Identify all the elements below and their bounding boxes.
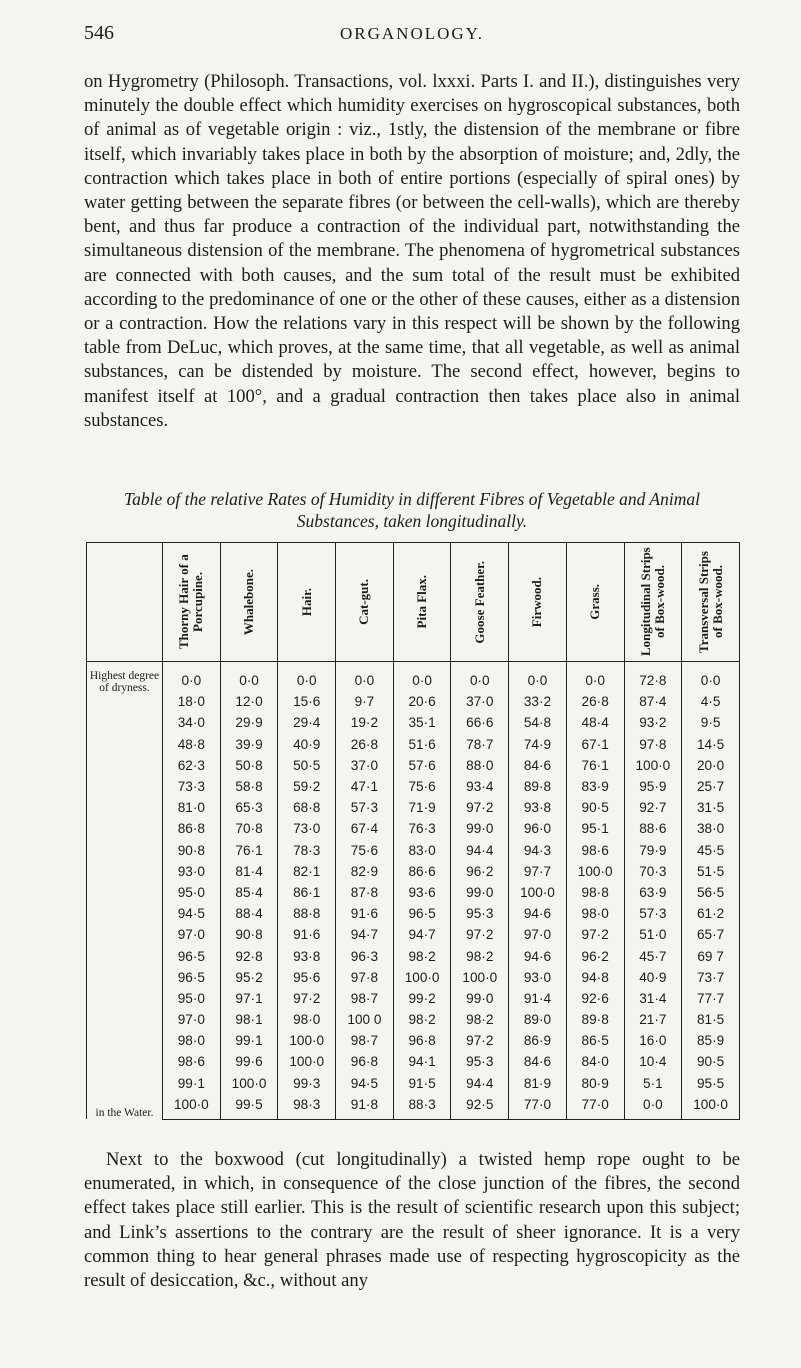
table-cell: 37·0: [336, 755, 394, 776]
table-cell: 88·4: [220, 903, 278, 924]
table-cell: 47·1: [336, 776, 394, 797]
table-cell: 81·4: [220, 861, 278, 882]
table-cell: 100·0: [278, 1051, 336, 1072]
table-cell: 98·0: [163, 1030, 221, 1051]
table-cell: 90·5: [566, 797, 624, 818]
table-cell: 98·2: [393, 945, 451, 966]
table-cell: 100·0: [624, 755, 682, 776]
table-cell: 94·4: [451, 840, 509, 861]
table-cell: 100·0: [682, 1094, 740, 1120]
table-cell: 0·0: [220, 662, 278, 692]
table-cell: 0·0: [163, 662, 221, 692]
table-cell: 73·7: [682, 967, 740, 988]
table-cell: 100·0: [278, 1030, 336, 1051]
table-cell: 94·6: [509, 903, 567, 924]
table-cell: 97·8: [624, 734, 682, 755]
table-cell: 94·3: [509, 840, 567, 861]
table-cell: 93·4: [451, 776, 509, 797]
column-header: [451, 543, 509, 662]
table-cell: 20·6: [393, 691, 451, 712]
table-cell: 88·0: [451, 755, 509, 776]
table-cell: 97·2: [451, 797, 509, 818]
table-cell: 51·6: [393, 734, 451, 755]
table-cell: 40·9: [624, 967, 682, 988]
column-header: [566, 543, 624, 662]
table-row: [87, 776, 740, 797]
table-cell: 97·7: [509, 861, 567, 882]
table-cell: 10·4: [624, 1051, 682, 1072]
table-cell: 89·8: [509, 776, 567, 797]
table-cell: 58·8: [220, 776, 278, 797]
row-label: [87, 1009, 163, 1030]
table-cell: 98·0: [566, 903, 624, 924]
table-cell: 68·8: [278, 797, 336, 818]
table-cell: 73·0: [278, 818, 336, 839]
table-cell: 88·8: [278, 903, 336, 924]
table-cell: 9·7: [336, 691, 394, 712]
table-cell: 99·1: [163, 1073, 221, 1094]
page-header: [84, 22, 740, 52]
table-cell: 99·5: [220, 1094, 278, 1120]
table-row: [87, 734, 740, 755]
table-cell: 4·5: [682, 691, 740, 712]
table-cell: 65·7: [682, 924, 740, 945]
column-header-label: Firwood.: [529, 576, 545, 628]
table-cell: 0·0: [624, 1094, 682, 1120]
table-cell: 100·0: [566, 861, 624, 882]
table-cell: 39·9: [220, 734, 278, 755]
table-cell: 97·1: [220, 988, 278, 1009]
row-label: Highest degree of dryness.: [87, 662, 163, 734]
table-cell: 57·3: [624, 903, 682, 924]
table-cell: 96·8: [336, 1051, 394, 1072]
table-cell: 94·8: [566, 967, 624, 988]
table-cell: 99·2: [393, 988, 451, 1009]
row-label: [87, 1030, 163, 1051]
table-cell: 94·4: [451, 1073, 509, 1094]
table-cell: 98·2: [451, 1009, 509, 1030]
row-label: [87, 967, 163, 988]
table-cell: 95·3: [451, 903, 509, 924]
table-cell: 67·4: [336, 818, 394, 839]
column-header: [278, 543, 336, 662]
table-cell: 84·0: [566, 1051, 624, 1072]
table-cell: 51·5: [682, 861, 740, 882]
table-cell: 93·2: [624, 712, 682, 733]
table-cell: 95·1: [566, 818, 624, 839]
table-cell: 93·0: [509, 967, 567, 988]
table-row: [87, 755, 740, 776]
table-cell: 84·6: [509, 1051, 567, 1072]
table-cell: 76·3: [393, 818, 451, 839]
table-cell: 35·1: [393, 712, 451, 733]
table-cell: 99·6: [220, 1051, 278, 1072]
table-cell: 97·8: [336, 967, 394, 988]
table-cell: 92·5: [451, 1094, 509, 1120]
table-cell: 71·9: [393, 797, 451, 818]
table-cell: 19·2: [336, 712, 394, 733]
table-cell: 26·8: [566, 691, 624, 712]
table-cell: 76·1: [220, 840, 278, 861]
table-row: [87, 1030, 740, 1051]
table-cell: 95·6: [278, 967, 336, 988]
column-header: [336, 543, 394, 662]
table-cell: 9·5: [682, 712, 740, 733]
table-cell: 97·0: [163, 1009, 221, 1030]
table-cell: 90·8: [163, 840, 221, 861]
table-cell: 88·6: [624, 818, 682, 839]
table-cell: 94·1: [393, 1051, 451, 1072]
column-header-label: Pita Flax.: [414, 575, 430, 629]
table-cell: 96·2: [566, 945, 624, 966]
table-cell: 40·9: [278, 734, 336, 755]
table-row: [87, 662, 740, 692]
humidity-table-grid: [86, 542, 740, 1120]
table-cell: 93·6: [393, 882, 451, 903]
table-cell: 59·2: [278, 776, 336, 797]
table-cell: 99·1: [220, 1030, 278, 1051]
table-cell: 80·9: [566, 1073, 624, 1094]
paragraph-boxwood: Next to the boxwood (cut longitudinally) a twisted hemp rope ought to be enumerated, in which, in consequence of the close junction of the fibres, the second effect takes place still earlier. This is the result of scientific research upon this subject; and Link’s assertions to the contrary are the result of sheer ignorance. It is a very common thing to hear general phrases made use of respecting hygroscopicity as the result of desiccation, &c., without any: [84, 1149, 740, 1292]
table-row: [87, 1073, 740, 1094]
table-cell: 95·0: [163, 988, 221, 1009]
table-cell: 98·3: [278, 1094, 336, 1120]
table-cell: 67·1: [566, 734, 624, 755]
column-header: [220, 543, 278, 662]
table-cell: 31·5: [682, 797, 740, 818]
table-cell: 76·1: [566, 755, 624, 776]
table-cell: 0·0: [509, 662, 567, 692]
table-cell: 31·4: [624, 988, 682, 1009]
row-label: [87, 882, 163, 903]
column-header-label: Hair.: [298, 587, 314, 617]
table-cell: 45·5: [682, 840, 740, 861]
table-cell: 98·6: [163, 1051, 221, 1072]
running-title: ORGANOLOGY.: [340, 24, 484, 43]
table-cell: 99·0: [451, 882, 509, 903]
table-cell: 99·0: [451, 988, 509, 1009]
row-label-header: [87, 543, 163, 662]
column-header: [393, 543, 451, 662]
table-cell: 86·1: [278, 882, 336, 903]
table-cell: 94·5: [336, 1073, 394, 1094]
table-cell: 50·8: [220, 755, 278, 776]
table-cell: 78·3: [278, 840, 336, 861]
table-cell: 96·8: [393, 1030, 451, 1051]
table-cell: 25·7: [682, 776, 740, 797]
column-header-label: Goose Feather.: [471, 560, 487, 644]
table-cell: 95·3: [451, 1051, 509, 1072]
table-cell: 98·8: [566, 882, 624, 903]
table-cell: 84·6: [509, 755, 567, 776]
table-row: [87, 691, 740, 712]
table-cell: 38·0: [682, 818, 740, 839]
table-cell: 12·0: [220, 691, 278, 712]
table-cell: 0·0: [278, 662, 336, 692]
table-caption: Table of the relative Rates of Humidity in different Fibres of Vegetable and Animal Substances, taken longitudinally.: [124, 489, 700, 531]
table-cell: 96·5: [163, 945, 221, 966]
table-cell: 85·4: [220, 882, 278, 903]
table-cell: 65·3: [220, 797, 278, 818]
table-cell: 94·5: [163, 903, 221, 924]
table-cell: 26·8: [336, 734, 394, 755]
table-cell: 86·5: [566, 1030, 624, 1051]
table-cell: 54·8: [509, 712, 567, 733]
table-row: [87, 967, 740, 988]
table-cell: 29·4: [278, 712, 336, 733]
table-row: [87, 861, 740, 882]
table-cell: 29·9: [220, 712, 278, 733]
column-header-label: Cat-gut.: [356, 579, 372, 625]
table-cell: 0·0: [393, 662, 451, 692]
column-header-label: Longitudinal Strips of Box-wood.: [637, 547, 667, 657]
row-label: [87, 903, 163, 924]
table-cell: 0·0: [682, 662, 740, 692]
table-cell: 14·5: [682, 734, 740, 755]
table-cell: 0·0: [336, 662, 394, 692]
table-cell: 50·5: [278, 755, 336, 776]
row-label: [87, 1051, 163, 1072]
table-cell: 61·2: [682, 903, 740, 924]
row-label: [87, 776, 163, 797]
table-cell: 88·3: [393, 1094, 451, 1120]
table-cell: 89·8: [566, 1009, 624, 1030]
table-cell: 99·0: [451, 818, 509, 839]
table-cell: 0·0: [566, 662, 624, 692]
table-cell: 94·7: [336, 924, 394, 945]
table-cell: 73·3: [163, 776, 221, 797]
table-cell: 92·8: [220, 945, 278, 966]
table-cell: 98·6: [566, 840, 624, 861]
table-cell: 95·0: [163, 882, 221, 903]
table-cell: 37·0: [451, 691, 509, 712]
table-cell: 98·2: [393, 1009, 451, 1030]
table-cell: 83·9: [566, 776, 624, 797]
table-cell: 63·9: [624, 882, 682, 903]
table-cell: 91·4: [509, 988, 567, 1009]
row-label: [87, 945, 163, 966]
column-header: [682, 543, 740, 662]
table-cell: 91·6: [336, 903, 394, 924]
table-cell: 98·7: [336, 988, 394, 1009]
table-cell: 75·6: [393, 776, 451, 797]
table-cell: 16·0: [624, 1030, 682, 1051]
table-cell: 66·6: [451, 712, 509, 733]
table-row: [87, 945, 740, 966]
table-cell: 69 7: [682, 945, 740, 966]
table-cell: 45·7: [624, 945, 682, 966]
table-cell: 82·1: [278, 861, 336, 882]
table-cell: 83·0: [393, 840, 451, 861]
row-label: [87, 988, 163, 1009]
table-cell: 33·2: [509, 691, 567, 712]
table-row: [87, 840, 740, 861]
table-cell: 91·8: [336, 1094, 394, 1120]
table-cell: 86·9: [509, 1030, 567, 1051]
table-cell: 96·5: [163, 967, 221, 988]
table-cell: 98·2: [451, 945, 509, 966]
table-cell: 93·8: [278, 945, 336, 966]
column-header-label: Transversal Strips of Box-wood.: [695, 551, 725, 653]
table-row: [87, 903, 740, 924]
table-cell: 0·0: [451, 662, 509, 692]
table-body: [87, 662, 740, 1120]
table-cell: 18·0: [163, 691, 221, 712]
column-header: [624, 543, 682, 662]
column-header: [509, 543, 567, 662]
table-cell: 79·9: [624, 840, 682, 861]
table-cell: 74·9: [509, 734, 567, 755]
table-cell: 96·5: [393, 903, 451, 924]
row-label: [87, 734, 163, 755]
table-cell: 96·0: [509, 818, 567, 839]
table-cell: 97·0: [509, 924, 567, 945]
column-header-label: Whalebone.: [241, 568, 257, 636]
column-header-label: Grass.: [587, 584, 603, 620]
column-header: [163, 543, 221, 662]
table-cell: 87·4: [624, 691, 682, 712]
table-cell: 77·7: [682, 988, 740, 1009]
table-cell: 48·8: [163, 734, 221, 755]
table-cell: 97·2: [566, 924, 624, 945]
table-row: [87, 924, 740, 945]
table-cell: 92·6: [566, 988, 624, 1009]
table-cell: 90·8: [220, 924, 278, 945]
table-cell: 34·0: [163, 712, 221, 733]
table-cell: 48·4: [566, 712, 624, 733]
row-label: [87, 861, 163, 882]
table-cell: 94·6: [509, 945, 567, 966]
table-cell: 95·5: [682, 1073, 740, 1094]
table-cell: 57·3: [336, 797, 394, 818]
table-cell: 78·7: [451, 734, 509, 755]
table-cell: 81·5: [682, 1009, 740, 1030]
table-cell: 97·0: [163, 924, 221, 945]
table-cell: 82·9: [336, 861, 394, 882]
table-row: [87, 818, 740, 839]
table-cell: 94·7: [393, 924, 451, 945]
humidity-table: [86, 542, 740, 1120]
table-cell: 96·2: [451, 861, 509, 882]
table-cell: 20·0: [682, 755, 740, 776]
table-cell: 77·0: [566, 1094, 624, 1120]
table-cell: 98·1: [220, 1009, 278, 1030]
table-row: [87, 712, 740, 733]
table-row: [87, 1094, 740, 1120]
table-cell: 51·0: [624, 924, 682, 945]
table-cell: 100·0: [393, 967, 451, 988]
table-cell: 93·8: [509, 797, 567, 818]
table-cell: 21·7: [624, 1009, 682, 1030]
table-cell: 75·6: [336, 840, 394, 861]
table-cell: 93·0: [163, 861, 221, 882]
table-header-row: [87, 543, 740, 662]
table-cell: 100·0: [451, 967, 509, 988]
row-label: [87, 797, 163, 818]
table-cell: 87·8: [336, 882, 394, 903]
row-label: [87, 840, 163, 861]
table-cell: 15·6: [278, 691, 336, 712]
row-label: in the Water.: [87, 1073, 163, 1120]
row-label: [87, 924, 163, 945]
paragraph-hygrometry: on Hygrometry (Philosoph. Transactions, vol. lxxxi. Parts I. and II.), distinguishes very minutely the double effect which humidity exercises on hygroscopical substances, both of animal as of vegetable origin : viz., 1stly, the distension of the membrane or fibre itself, which invariably takes place in both by the absorption of moisture; and, 2dly, the contraction which takes place in both of entire portions (especially of spiral ones) by water getting between the separate fibres (or between the cell-walls), which are thereby bent, and thus far produce a contraction of the individual part, notwithstanding the simultaneous distension of the membrane. The phenomena of hygrometrical substances are connected with both causes, and the sum total of the result must be exhibited according to the predominance of one or the other of these causes, either as a distension or a contraction. How the relations vary in this respect will be shown by the following table from DeLuc, which proves, at the same time, that all vegetable, as well as animal substances, can be distended by moisture. The second effect, however, begins to manifest itself at 100°, and a gradual contraction then takes place also in animal substances.: [84, 71, 740, 431]
table-cell: 72·8: [624, 662, 682, 692]
table-cell: 97·2: [278, 988, 336, 1009]
table-cell: 5·1: [624, 1073, 682, 1094]
table-row: [87, 882, 740, 903]
table-cell: 77·0: [509, 1094, 567, 1120]
table-cell: 97·2: [451, 924, 509, 945]
table-cell: 95·2: [220, 967, 278, 988]
table-row: [87, 988, 740, 1009]
table-cell: 90·5: [682, 1051, 740, 1072]
table-cell: 86·8: [163, 818, 221, 839]
table-cell: 86·6: [393, 861, 451, 882]
table-cell: 70·8: [220, 818, 278, 839]
table-cell: 91·6: [278, 924, 336, 945]
table-cell: 81·0: [163, 797, 221, 818]
table-row: [87, 1009, 740, 1030]
table-cell: 89·0: [509, 1009, 567, 1030]
table-cell: 57·6: [393, 755, 451, 776]
table-cell: 56·5: [682, 882, 740, 903]
table-cell: 97·2: [451, 1030, 509, 1051]
table-row: [87, 1051, 740, 1072]
table-cell: 70·3: [624, 861, 682, 882]
page-number: 546: [84, 22, 114, 44]
table-cell: 92·7: [624, 797, 682, 818]
table-cell: 81·9: [509, 1073, 567, 1094]
table-cell: 100·0: [509, 882, 567, 903]
table-cell: 100·0: [163, 1094, 221, 1120]
table-cell: 91·5: [393, 1073, 451, 1094]
row-label: [87, 755, 163, 776]
table-cell: 100·0: [220, 1073, 278, 1094]
table-cell: 100 0: [336, 1009, 394, 1030]
table-cell: 62·3: [163, 755, 221, 776]
table-cell: 96·3: [336, 945, 394, 966]
table-cell: 95·9: [624, 776, 682, 797]
table-cell: 98·7: [336, 1030, 394, 1051]
table-row: [87, 797, 740, 818]
column-header-label: Thorny Hair of a Porcupine.: [176, 554, 206, 650]
row-label: [87, 818, 163, 839]
table-cell: 85·9: [682, 1030, 740, 1051]
table-cell: 98·0: [278, 1009, 336, 1030]
table-cell: 99·3: [278, 1073, 336, 1094]
